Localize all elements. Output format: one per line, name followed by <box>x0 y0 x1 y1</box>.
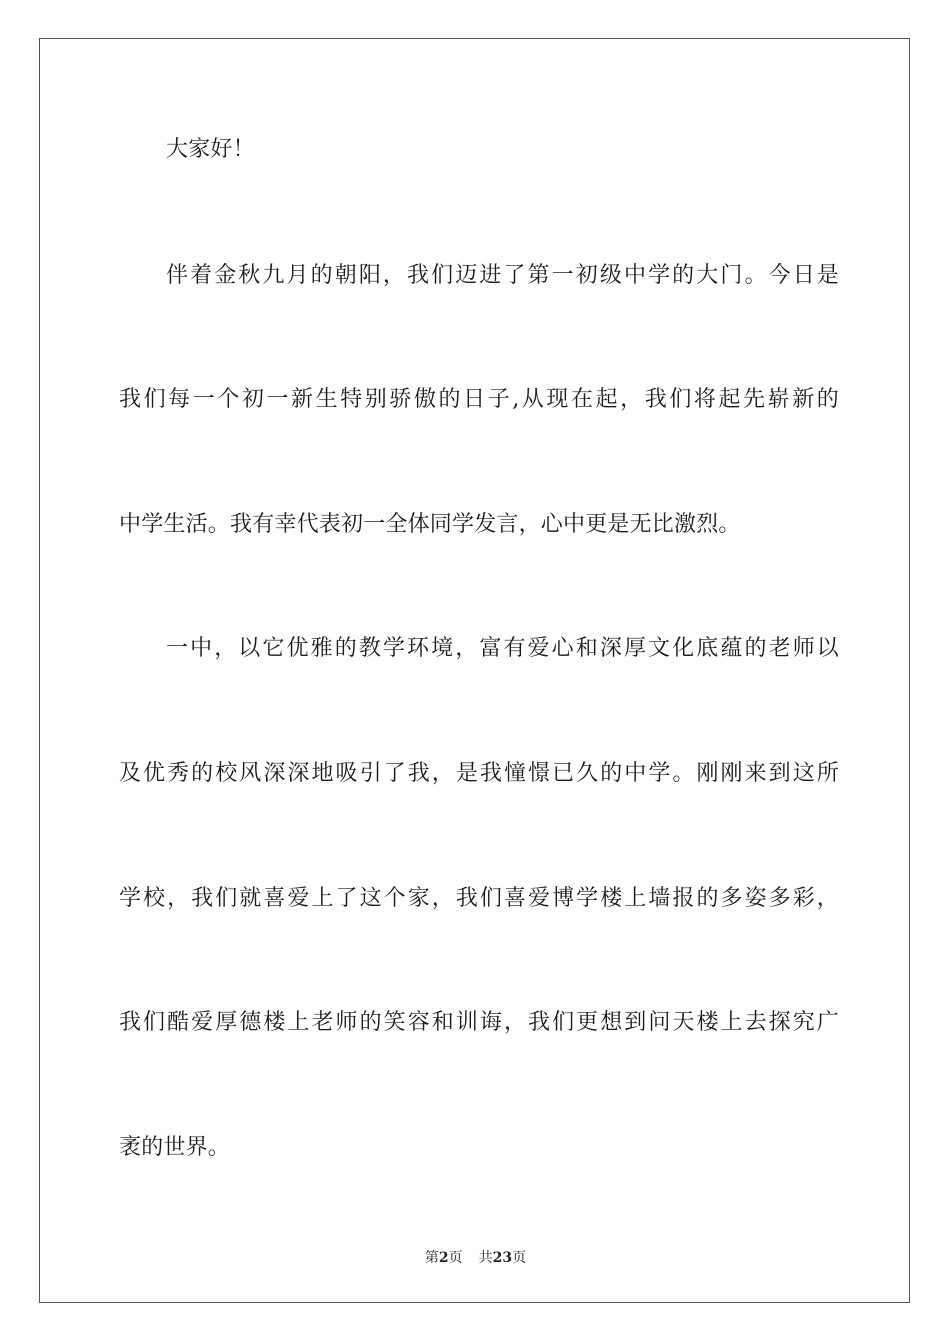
page-suffix: 页 <box>448 1250 463 1266</box>
paragraph-1-line-2: 我们每一个初一新生特别骄傲的日子,从现在起，我们将起先崭新的 <box>119 387 839 412</box>
current-page-number: 2 <box>438 1250 449 1266</box>
greeting-line: 大家好！ <box>166 137 255 162</box>
paragraph-2-line-1: 一中，以它优雅的教学环境，富有爱心和深厚文化底蕴的老师以 <box>166 636 839 661</box>
paragraph-1-line-3: 中学生活。我有幸代表初一全体同学发言，心中更是无比激烈。 <box>119 512 741 537</box>
paragraph-2-line-5: 袤的世界。 <box>119 1135 231 1160</box>
total-page-number: 23 <box>492 1250 513 1266</box>
total-prefix: 共 <box>478 1250 493 1266</box>
paragraph-2-line-2: 及优秀的校风深深地吸引了我，是我憧憬已久的中学。刚刚来到这所 <box>119 761 839 786</box>
document-page <box>39 38 910 1303</box>
paragraph-1-line-1: 伴着金秋九月的朝阳，我们迈进了第一初级中学的大门。今日是 <box>166 263 839 288</box>
page-prefix: 第 <box>424 1250 439 1266</box>
paragraph-2-line-4: 我们酷爱厚德楼上老师的笑容和训诲，我们更想到问天楼上去探究广 <box>119 1010 839 1035</box>
total-suffix: 页 <box>512 1250 527 1266</box>
paragraph-2-line-3: 学校，我们就喜爱上了这个家，我们喜爱博学楼上墙报的多姿多彩， <box>119 886 839 911</box>
page-footer <box>40 1247 911 1267</box>
